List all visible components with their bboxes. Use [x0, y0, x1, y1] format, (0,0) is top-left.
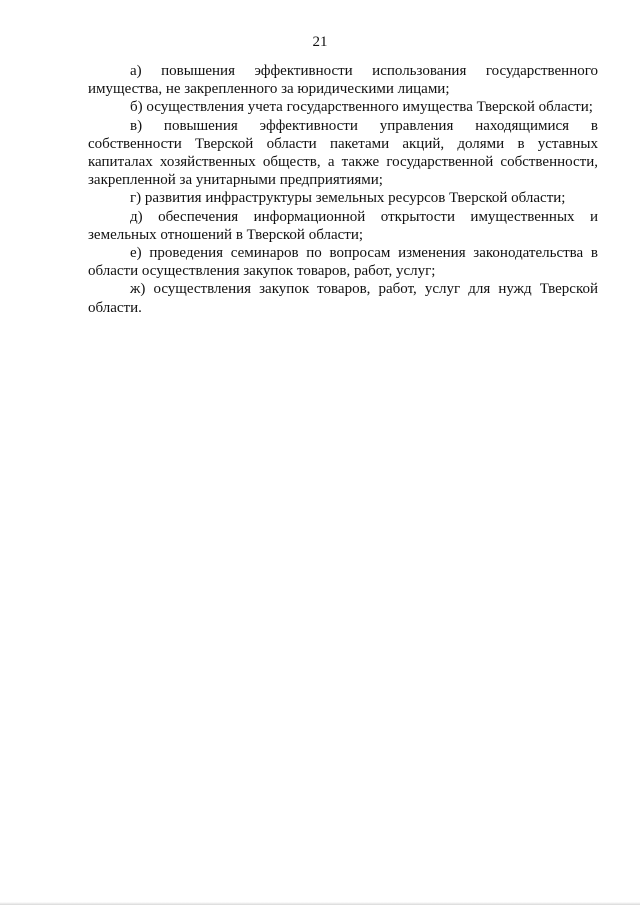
list-item-v: в) повышения эффективности управления находящимися в собственности Тверской области пакетами акций, долями в уставных капиталах хозяйственных обществ, а также государственной собственности, закрепленной за унитарными предприятиями;: [88, 117, 598, 189]
list-item-e: е) проведения семинаров по вопросам изменения законодательства в области осуществления закупок товаров, работ, услуг;: [88, 245, 598, 280]
list-item-zh: ж) осуществления закупок товаров, работ, услуг для нужд Тверской области.: [88, 281, 598, 316]
list-item-b: б) осуществления учета государственного имущества Тверской области;: [130, 99, 593, 116]
document-body: [88, 62, 598, 317]
list-item-d: д) обеспечения информационной открытости имущественных и земельных отношений в Тверской области;: [88, 208, 598, 243]
page-number: 21: [312, 34, 328, 50]
list-item-a: а) повышения эффективности использования государственного имущества, не закрепленного за юридическими лицами;: [88, 63, 598, 98]
list-item-g: г) развития инфраструктуры земельных ресурсов Тверской области;: [130, 190, 566, 207]
